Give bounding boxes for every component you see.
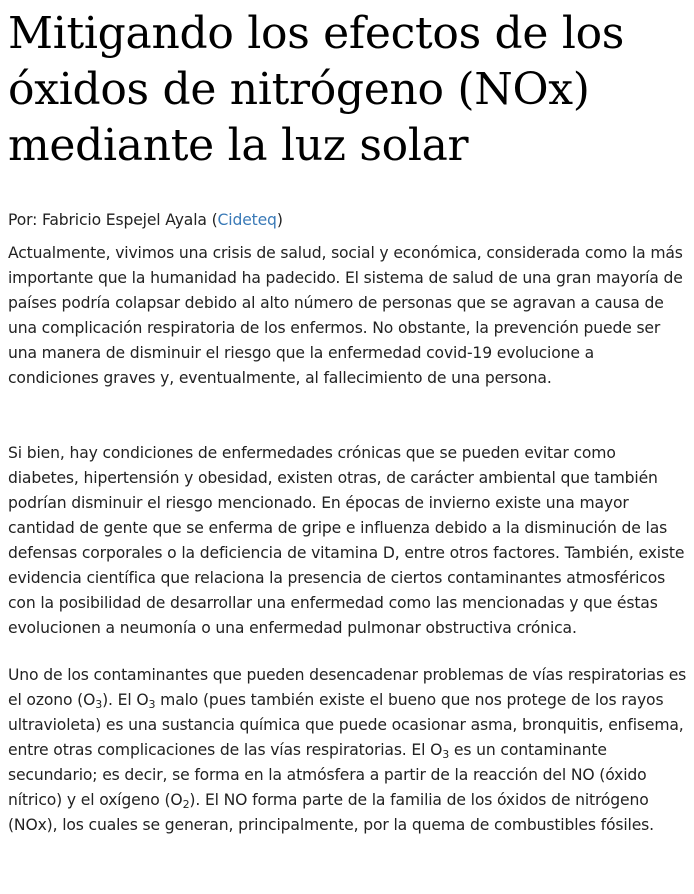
paragraph-3-text-4: es un contaminante secundario; es decir, se forma en la atmósfera a partir de la reacción del NO (óxido nítrico) y el oxígeno (O — [8, 741, 647, 809]
ozone-subscript: 3 — [148, 698, 156, 711]
ozone-subscript: 3 — [95, 698, 103, 711]
author-institution-link[interactable]: Cideteq — [217, 211, 277, 229]
oxygen-subscript: 2 — [182, 798, 190, 811]
paragraph-3-text-5: ). El NO forma parte de la familia de los óxidos de nitrógeno (NOx), los cuales se generan, principalmente, por la quema de combustibles fósiles. — [8, 791, 654, 834]
byline-prefix: Por: Fabricio Espejel Ayala ( — [8, 211, 218, 229]
paragraph-3-text-1: Uno de los contaminantes que pueden desencadenar problemas de vías respiratorias es el ozono (O — [8, 666, 687, 709]
byline — [8, 208, 688, 233]
article — [8, 0, 688, 838]
article-title: Mitigando los efectos de los óxidos de nitrógeno (NOx) mediante la luz solar — [8, 8, 625, 171]
ozone-subscript: 3 — [442, 748, 450, 761]
paragraph-3-text-2: ). El O — [102, 691, 149, 709]
paragraph-3-text-3: malo (pues también existe el bueno que nos protege de los rayos ultravioleta) es una sustancia química que puede ocasionar asma, bronquitis, enfisema, entre otras complicaciones de las vías respiratorias. El O — [8, 691, 684, 759]
paragraph-3 — [8, 663, 688, 838]
paragraph-1: Actualmente, vivimos una crisis de salud, social y económica, considerada como la más importante que la humanidad ha padecido. El sistema de salud de una gran mayoría de países podría colapsar debido al alto número de personas que se agravan a causa de una complicación respiratoria de los enfermos. No obstante, la prevención puede ser una manera de disminuir el riesgo que la enfermedad covid-19 evolucione a condiciones graves y, eventualmente, al fallecimiento de una persona. — [8, 244, 683, 387]
paragraph-2: Si bien, hay condiciones de enfermedades crónicas que se pueden evitar como diabetes, hipertensión y obesidad, existen otras, de carácter ambiental que también podrían disminuir el riesgo mencionado. En épocas de invierno existe una mayor cantidad de gente que se enferma de gripe e influenza debido a la disminución de las defensas corporales o la deficiencia de vitamina D, entre otros factores. También, existe evidencia científica que relaciona la presencia de ciertos contaminantes atmosféricos con la posibilidad de desarrollar una enfermedad como las mencionadas y que éstas evolucionen a neumonía o una enfermedad pulmonar obstructiva crónica. — [8, 444, 685, 637]
byline-suffix: ) — [276, 211, 283, 229]
